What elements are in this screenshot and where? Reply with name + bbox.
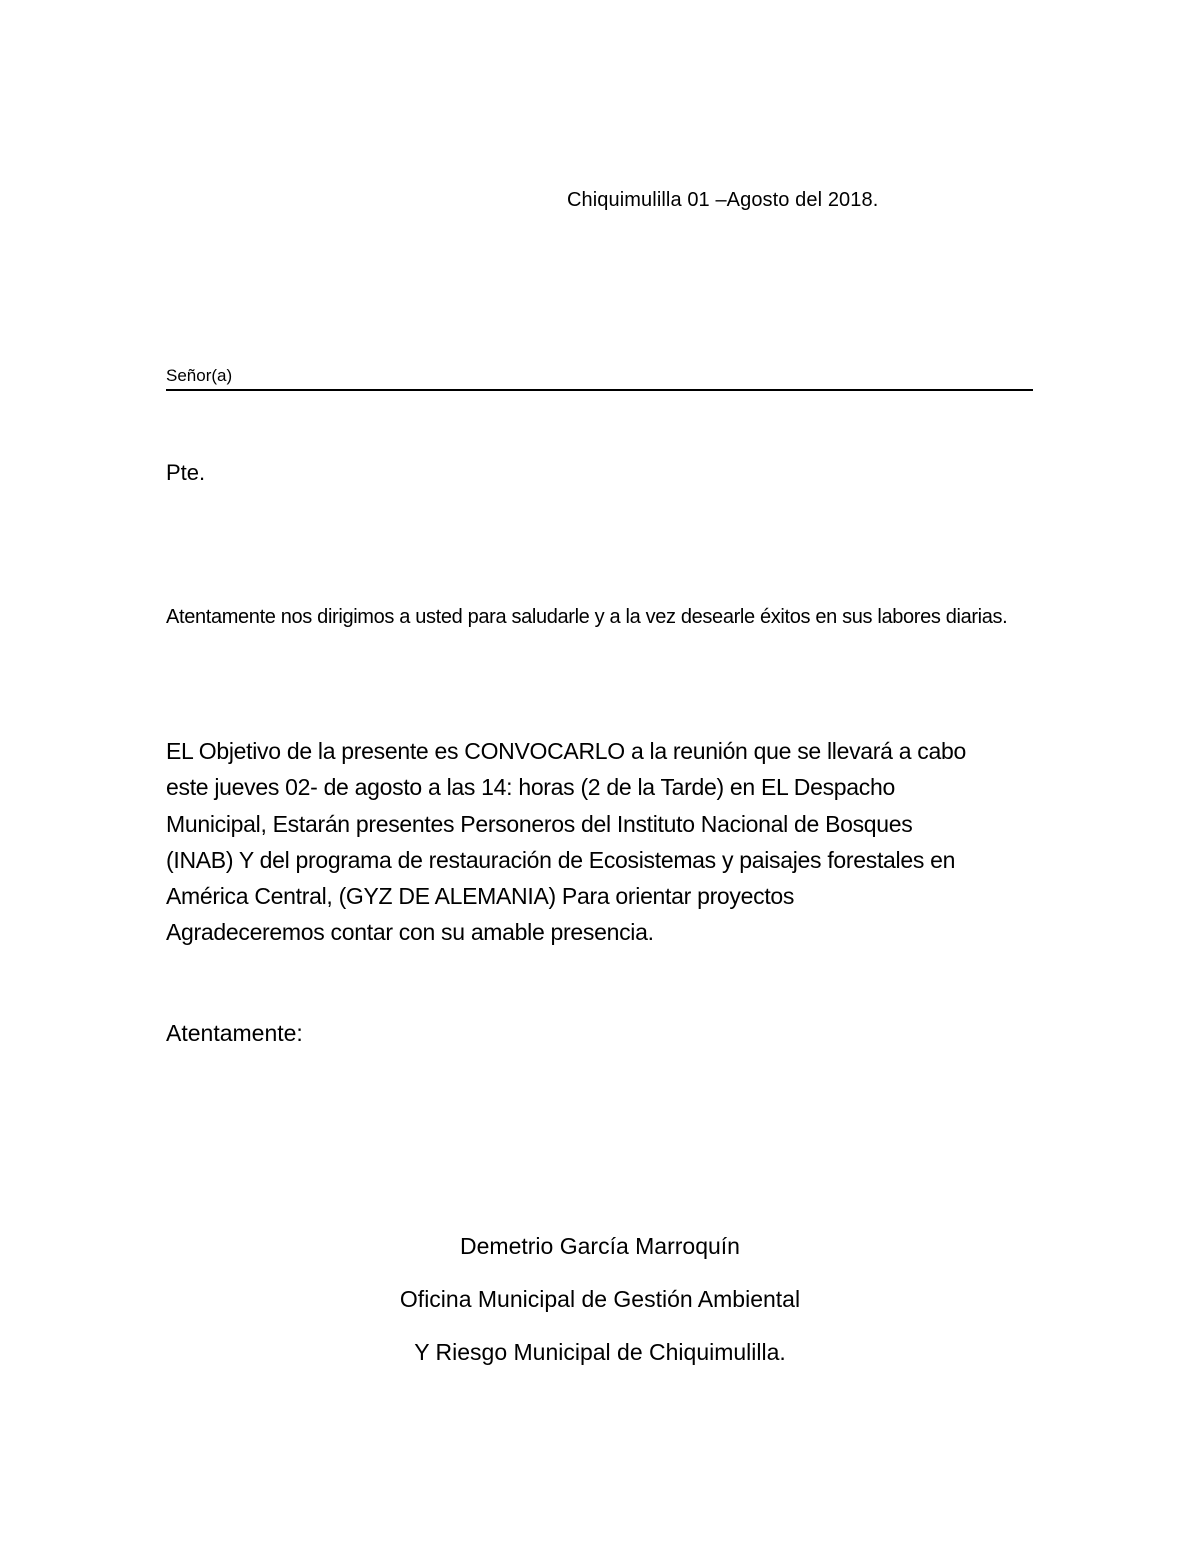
letter-date: Chiquimulilla 01 –Agosto del 2018. — [567, 189, 879, 211]
objective-line: Agradeceremos contar con su amable presencia. — [166, 919, 654, 946]
pte-label: Pte. — [166, 460, 206, 485]
addressee-underline — [166, 389, 1033, 391]
addressee-block — [166, 364, 1033, 391]
signature-block — [200, 1230, 1000, 1389]
objective-line: América Central, (GYZ DE ALEMANIA) Para orientar proyectos — [166, 883, 795, 910]
objective-line: este jueves 02- de agosto a las 14: horas (2 de la Tarde) en EL Despacho — [166, 774, 895, 801]
objective-paragraph — [166, 733, 1046, 951]
objective-line: (INAB) Y del programa de restauración de Ecosistemas y paisajes forestales en — [166, 846, 956, 873]
signatory-office: Oficina Municipal de Gestión Ambiental — [399, 1286, 801, 1312]
signatory-office-continued: Y Riesgo Municipal de Chiquimulilla. — [414, 1339, 786, 1365]
signatory-name: Demetrio García Marroquín — [460, 1233, 740, 1259]
objective-line: EL Objetivo de la presente es CONVOCARLO a la reunión que se llevará a cabo — [166, 738, 966, 764]
objective-line: Municipal, Estarán presentes Personeros del Instituto Nacional de Bosques — [166, 810, 913, 837]
greeting-paragraph: Atentamente nos dirigimos a usted para saludarle y a la vez desearle éxitos en sus labores diarias. — [166, 606, 1008, 628]
closing-salutation: Atentamente: — [166, 1020, 303, 1046]
addressee-label: Señor(a) — [166, 366, 233, 385]
